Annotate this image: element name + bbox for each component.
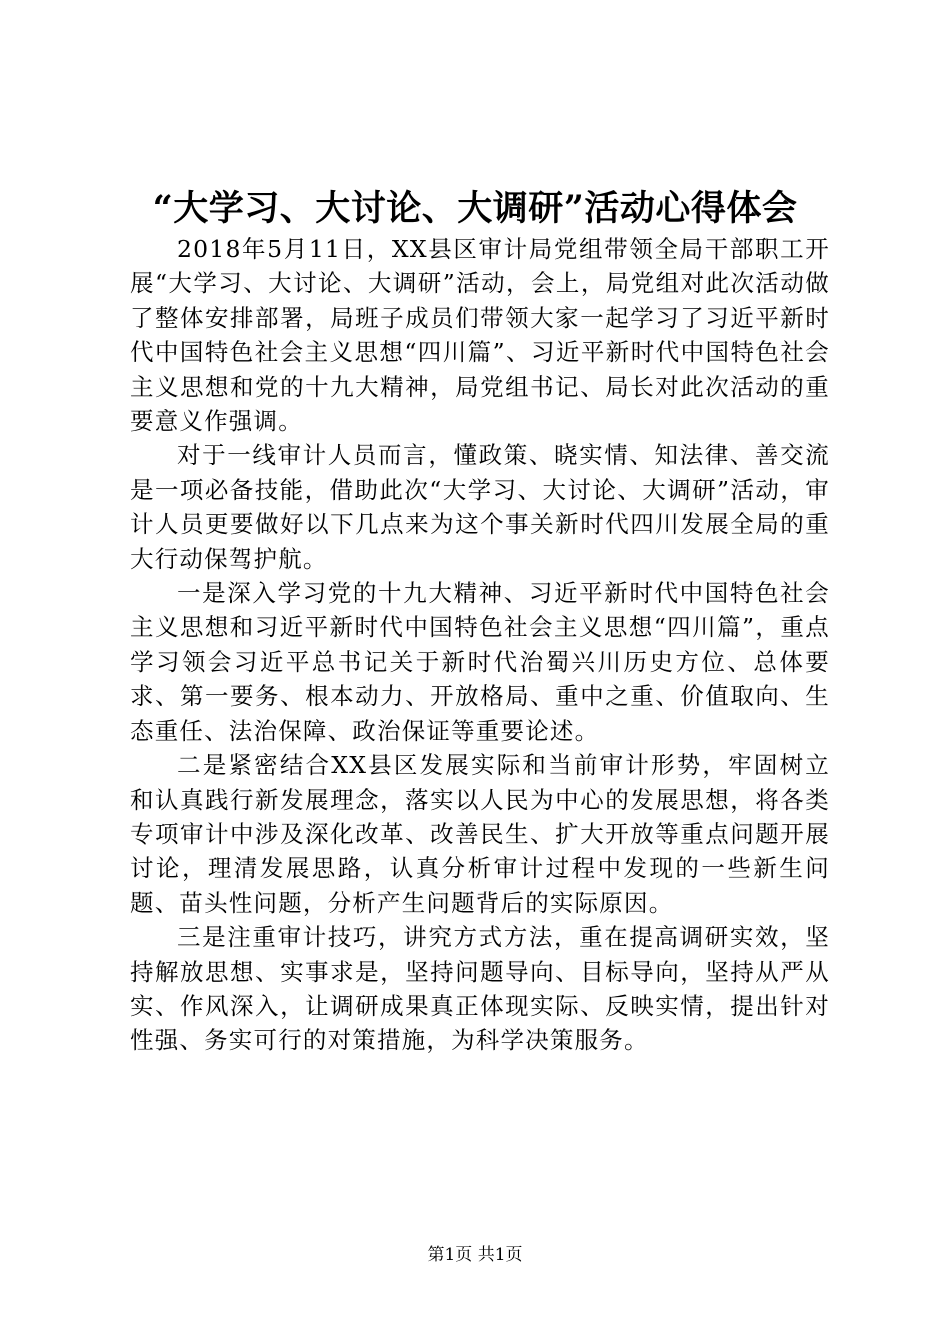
paragraph-2: 对于一线审计人员而言，懂政策、晓实情、知法律、善交流是一项必备技能，借助此次“大学习、大讨论、大调研”活动，审计人员更要做好以下几点来为这个事关新时代四川发展全局的重大行动保驾护航。 — [130, 441, 830, 573]
paragraph-4: 二是紧密结合XX县区发展实际和当前审计形势，牢固树立和认真践行新发展理念，落实以人民为中心的发展思想，将各类专项审计中涉及深化改革、改善民生、扩大开放等重点问题开展讨论，理清发展思路，认真分析审计过程中发现的一些新生问题、苗头性问题，分析产生问题背后的实际原因。 — [130, 751, 830, 917]
paragraph-3: 一是深入学习党的十九大精神、习近平新时代中国特色社会主义思想和习近平新时代中国特色社会主义思想“四川篇”，重点学习领会习近平总书记关于新时代治蜀兴川历史方位、总体要求、第一要务、根本动力、开放格局、重中之重、价值取向、生态重任、法治保障、政治保证等重要论述。 — [130, 579, 830, 745]
document-title: “大学习、大讨论、大调研”活动心得体会 — [152, 188, 798, 229]
paragraph-5: 三是注重审计技巧，讲究方式方法，重在提高调研实效，坚持解放思想、实事求是，坚持问题导向、目标导向，坚持从严从实、作风深入，让调研成果真正体现实际、反映实情，提出针对性强、务实可行的对策措施，为科学决策服务。 — [130, 923, 830, 1055]
page-footer: 第1页 共1页 — [427, 1245, 523, 1265]
document-body — [130, 232, 830, 1058]
paragraph-1: 2018年5月11日，XX县区审计局党组带领全局干部职工开展“大学习、大讨论、大调研”活动，会上，局党组对此次活动做了整体安排部署，局班子成员们带领大家一起学习了习近平新时代中国特色社会主义思想“四川篇”、习近平新时代中国特色社会主义思想和党的十九大精神，局党组书记、局长对此次活动的重要意义作强调。 — [130, 235, 830, 436]
